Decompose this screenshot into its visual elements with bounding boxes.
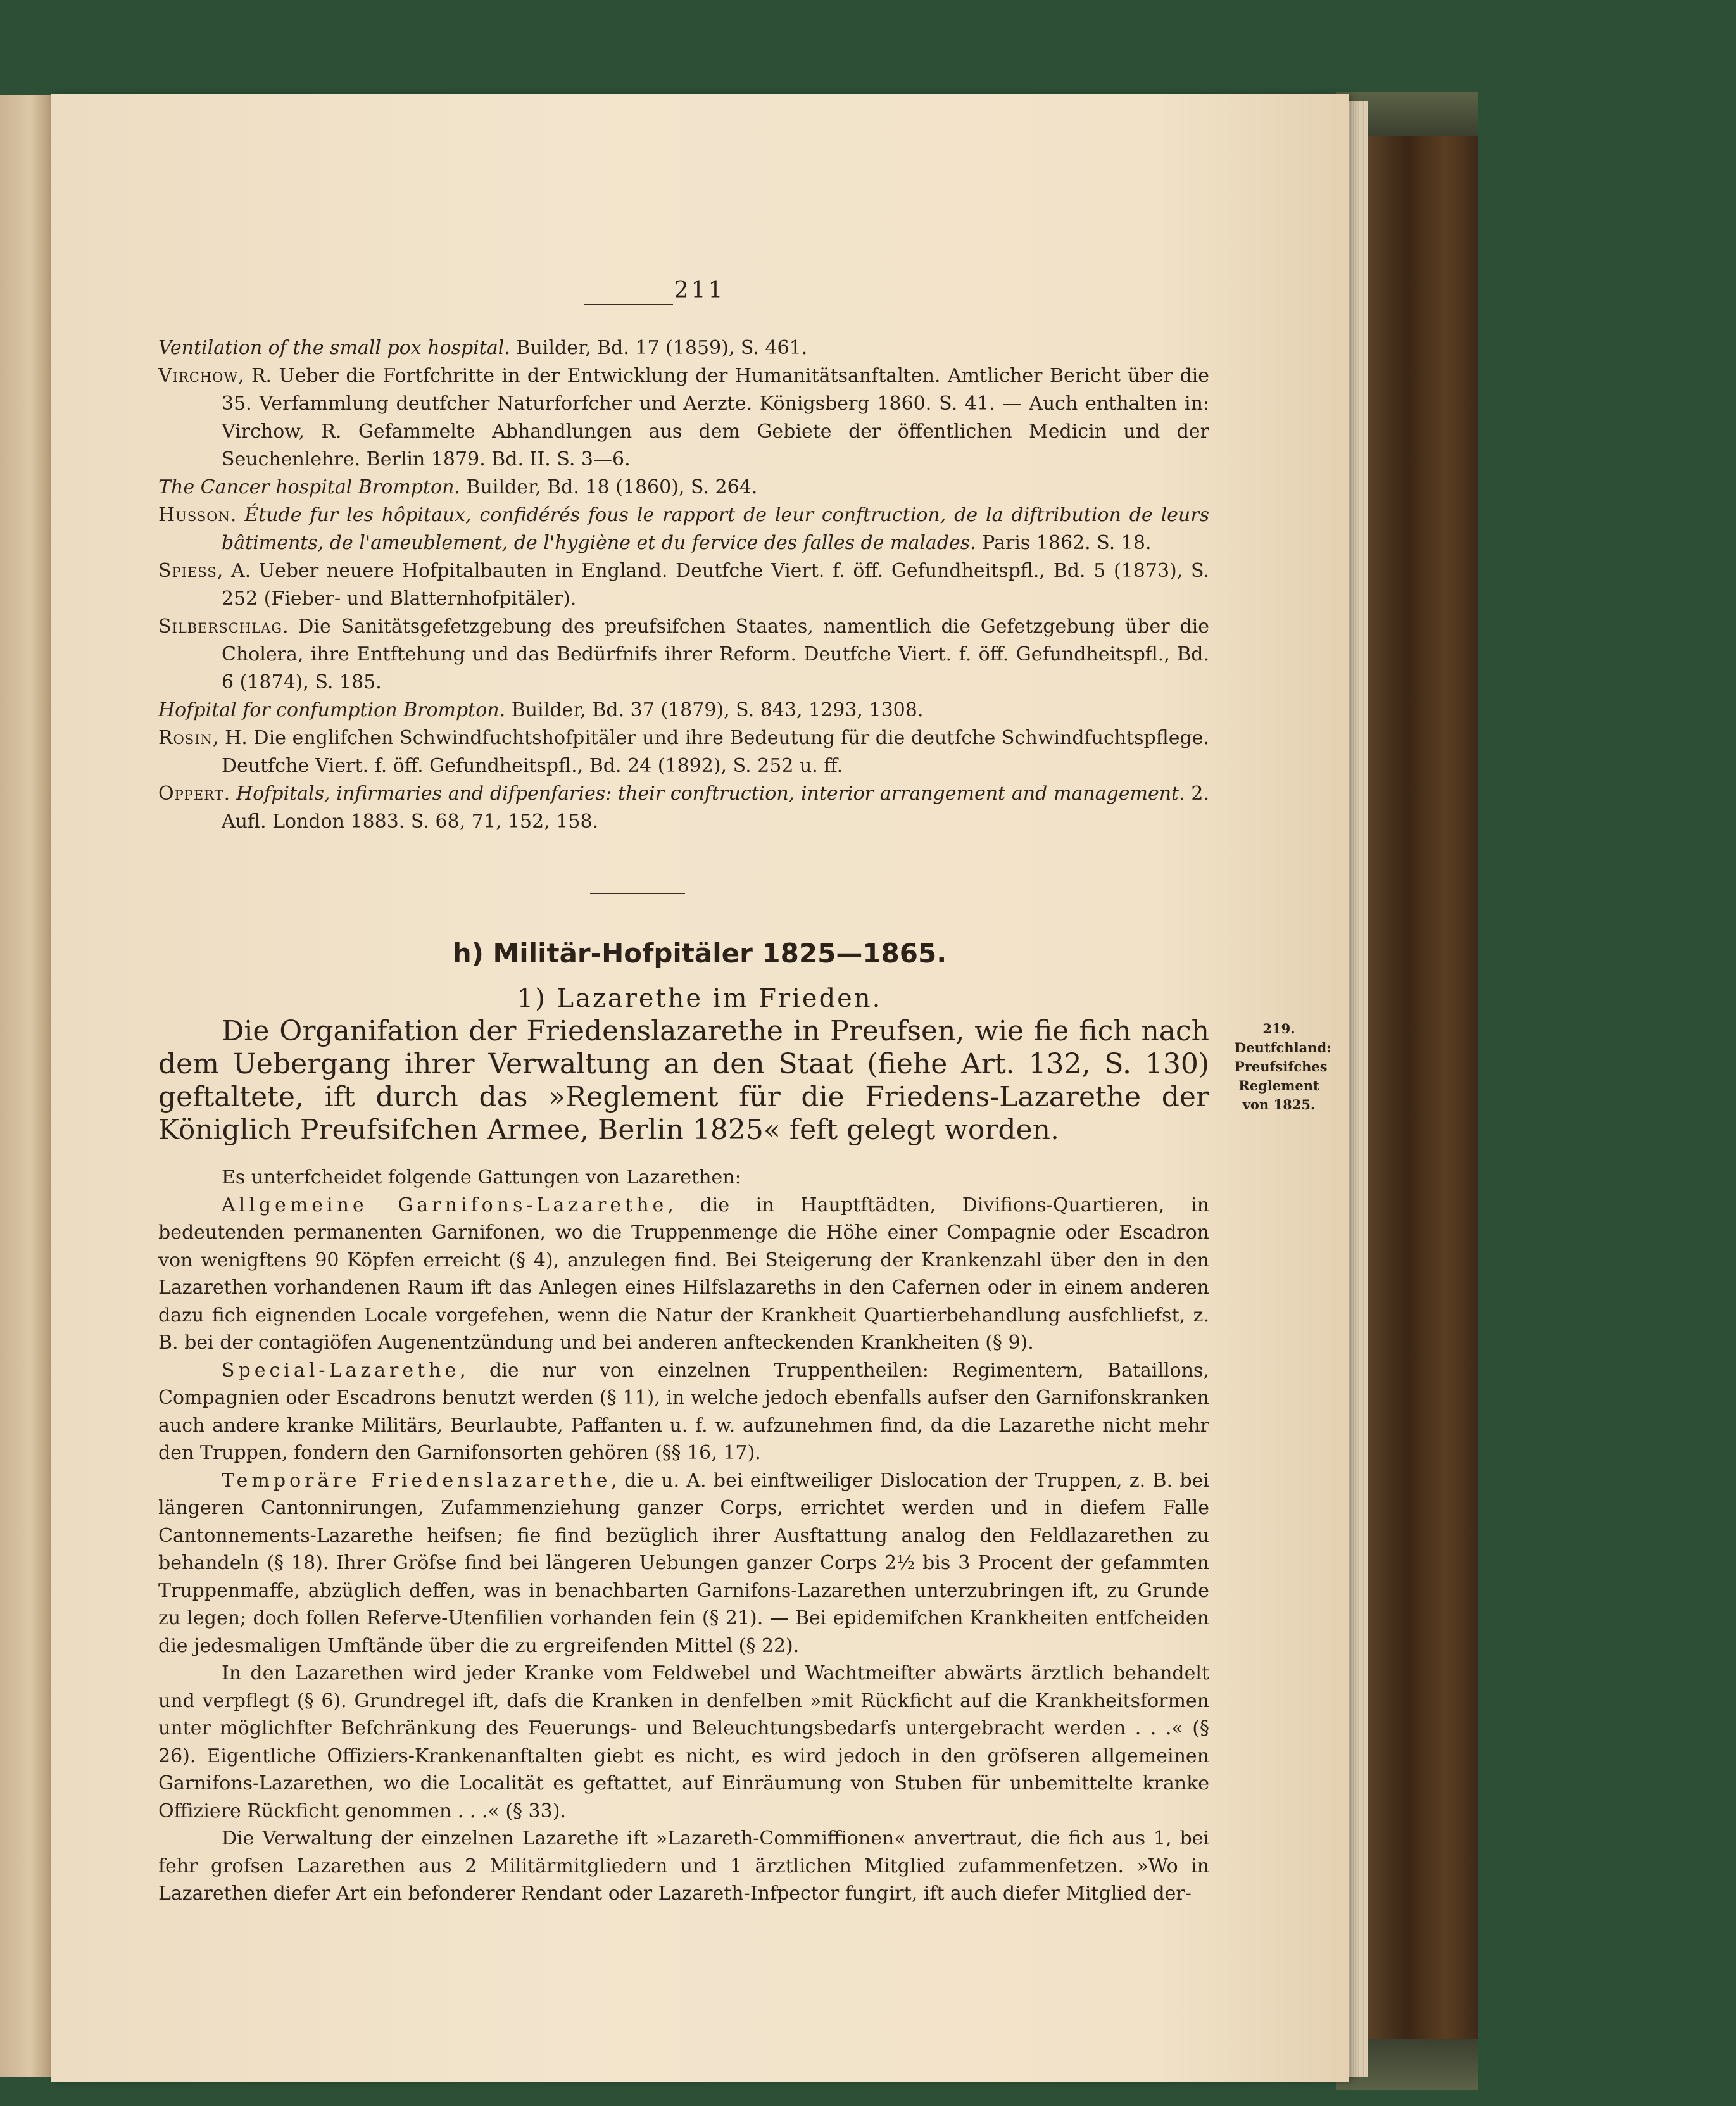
bib-details: , H. Die englifchen Schwindfuchtshofpitäler und ihre Bedeutung für die deutfche Schwindfuchtspflege. Deutfche Viert. f. öff. Gefundheitspfl., Bd. 24 (1892), S. 252 u. ff. [212, 727, 1209, 777]
section-divider [590, 893, 685, 894]
bibliography-entry: Husson. Étude fur les hôpitaux, confidérés fous le rapport de leur conftruction, de la diftribution de leurs bâtiments, de l'ameublement, de l'hygiène et du fervice des falles de malades. Paris 1862. S. 18. [158, 504, 1209, 554]
bib-details: Builder, Bd. 17 (1859), S. 461. [510, 337, 808, 359]
book-page [51, 94, 1349, 2082]
bib-details: , A. Ueber neuere Hofpitalbauten in England. Deutfche Viert. f. öff. Gefundheitspfl., Bd. 5 (1873), S. 252 (Fieber- und Blatternhofpitäler). [217, 560, 1209, 610]
body-paragraph [158, 1192, 1209, 1357]
body-paragraph [158, 1164, 1209, 1192]
bib-author: Virchow [158, 365, 238, 387]
bib-title: Étude fur les hôpitaux, confidérés fous le rapport de leur conftruction, de la diftribution de leurs bâtiments, de l'ameublement, de l'hygiène et du fervice des falles de malades. [222, 504, 1209, 554]
page-number-rule [584, 304, 673, 305]
bibliography-entry [158, 697, 1209, 724]
bib-author: Spiess [158, 560, 217, 582]
bib-title: Ventilation of the small pox hospital. [158, 337, 510, 359]
bib-details: Paris 1862. S. 18. [976, 532, 1152, 554]
paragraph-lead-term: Special-Lazarethe [222, 1359, 460, 1382]
body-paragraph [158, 1467, 1209, 1660]
bib-title: The Cancer hospital Brompton. [158, 476, 460, 498]
bibliography-entry [158, 334, 1209, 362]
marginal-note-line: Reglement [1238, 1078, 1319, 1094]
marginal-note-line: Deutfchland: [1235, 1040, 1331, 1056]
bib-author: Oppert [158, 783, 224, 805]
paragraph-text: , die u. A. bei einftweiliger Dislocation der Truppen, z. B. bei längeren Cantonnirungen, Zufammenziehung ganzer Corps, errichtet werden und in diefem Falle Cantonnements-Lazarethe heifsen; fie find bezüglich ihrer Ausftattung analog den Feldlazarethen zu behandeln (§ 18). Ihrer Gröfse find bei längeren Uebungen ganzer Corps 2½ bis 3 Procent der gefammten Truppenmaffe, abzüglich deffen, was in benachbarten Garnifons-Lazarethen unterzubringen ift, zu Grunde zu legen; doch follen Referve-Utenfilien vorhanden fein (§ 21). — Bei epidemifchen Krankheiten entfcheiden die jedesmaligen Umftände über die zu ergreifenden Mittel (§ 22). [158, 1469, 1209, 1657]
bibliography-entry [158, 474, 1209, 501]
bibliography-entry [158, 557, 1209, 613]
paragraph-text: , die nur von einzelnen Truppentheilen: Regimentern, Bataillons, Compagnien oder Escadrons benutzt werden (§ 11), in welche jedoch ebenfalls aufser den Garnifonskranken auch andere kranke Militärs, Beurlaubte, Paffanten u. f. w. aufzunehmen find, da die Lazarethe nicht mehr den Truppen, fondern den Garnifonsorten gehören (§§ 16, 17). [158, 1359, 1209, 1464]
bibliography [158, 334, 1209, 836]
bibliography-entry [158, 613, 1209, 697]
bib-author: Rosin [158, 727, 213, 749]
bibliography-entry [158, 362, 1209, 474]
marginal-note-line: von 1825. [1242, 1097, 1316, 1113]
book-cover-right [1368, 95, 1478, 2090]
bibliography-entry: Oppert. Hofpitals, infirmaries and difpenfaries: their conftruction, interior arrangement and management. 2. Aufl. London 1883. S. 68, 71, 152, 158. [158, 783, 1210, 833]
body-paragraph [158, 1825, 1209, 1908]
subsection-heading: 1) Lazarethe im Frieden. [517, 984, 883, 1013]
page-number: 211 [674, 277, 726, 303]
bibliography-entry [158, 724, 1209, 780]
bib-author: Silberschlag [158, 615, 283, 638]
intro-paragraph: Die Organifation der Friedenslazarethe in Preufsen, wie fie fich nach dem Uebergang ihrer Verwaltung an den Staat (fiehe Art. 132, S. 130) geftaltete, ift durch das »Reglement für die Friedens-Lazarethe der Königlich Preufsifchen Armee, Berlin 1825« feft gelegt worden. [158, 1015, 1209, 1146]
marginal-note-line: Preufsifches [1235, 1059, 1328, 1075]
paragraph-lead-term: Allgemeine Garnifons-Lazarethe [222, 1194, 668, 1216]
bib-title: Hofpital for confumption Brompton. [158, 699, 506, 721]
paragraph-text: Die Verwaltung der einzelnen Lazarethe ift »Lazareth-Commiffionen« anvertraut, die fich aus 1, bei fehr grofsen Lazarethen aus 2 Militärmitgliedern und 1 ärztlichen Mitglied zufammenfetzen. »Wo in Lazarethen diefer Art ein befonderer Rendant oder Lazareth-Infpector fungirt, ift auch diefer Mitglied der- [158, 1827, 1209, 1905]
left-page-edge [0, 95, 51, 2077]
bib-details: . Die Sanitätsgefetzgebung des preufsifchen Staates, namentlich die Gefetzgebung über die Cholera, ihre Entftehung und das Bedürfnifs ihrer Reform. Deutfche Viert. f. öff. Gefundheitspfl., Bd. 6 (1874), S. 185. [222, 615, 1209, 693]
marginal-note-line: 219. [1262, 1021, 1295, 1037]
paragraph-text: Es unterfcheidet folgende Gattungen von Lazarethen: [222, 1166, 741, 1189]
bib-details: Builder, Bd. 37 (1879), S. 843, 1293, 1308. [505, 699, 924, 721]
body-paragraph [158, 1660, 1209, 1825]
paragraph-lead-term: Temporäre Friedenslazarethe [222, 1469, 612, 1492]
bib-author: Husson [158, 504, 230, 526]
paragraph-text: , die in Hauptftädten, Divifions-Quartieren, in bedeutenden permanenten Garnifonen, wo die Truppenmenge die Höhe einer Compagnie oder Escadron von wenigftens 90 Köpfen erreicht (§ 4), anzulegen find. Bei Steigerung der Krankenzahl über den in den Lazarethen vorhandenen Raum ift das Anlegen eines Hilfslazareths in den Cafernen oder in einem anderen dazu fich eignenden Locale vorgefehen, wenn die Natur der Krankheit Quartierbehandlung ausfchliefst, z. B. bei der contagiöfen Augenentzündung und bei anderen anfteckenden Krankheiten (§ 9). [158, 1194, 1209, 1354]
bib-title: Hofpitals, infirmaries and difpenfaries: their conftruction, interior arrangement and management. [236, 783, 1185, 805]
paragraph-text: In den Lazarethen wird jeder Kranke vom Feldwebel und Wachtmeifter abwärts ärztlich behandelt und verpflegt (§ 6). Grundregel ift, dafs die Kranken in denfelben »mit Rückficht auf die Krankheitsformen unter möglichfter Befchränkung des Feuerungs- und Beleuchtungsbedarfs untergebracht werden . . .« (§ 26). Eigentliche Offiziers-Krankenanftalten giebt es nicht, es wird jedoch in den gröfseren allgemeinen Garnifons-Lazarethen, wo die Localität es geftattet, auf Einräumung von Stuben für unbemittelte kranke Offiziere Rückficht genommen . . .« (§ 33). [158, 1662, 1209, 1822]
body-text [158, 1164, 1209, 1908]
body-paragraph [158, 1357, 1209, 1467]
bib-details: , R. Ueber die Fortfchritte in der Entwicklung der Humanitätsanftalten. Amtlicher Bericht über die 35. Verfammlung deutfcher Naturforfcher und Aerzte. Königsberg 1860. S. 41. — Auch enthalten in: Virchow, R. Gefammelte Abhandlungen aus dem Gebiete der öffentlichen Medicin und der Seuchenlehre. Berlin 1879. Bd. II. S. 3—6. [222, 365, 1209, 470]
section-heading: h) Militär-Hofpitäler 1825—1865. [452, 938, 947, 969]
marginal-note [1235, 1019, 1331, 1114]
bib-details: 2. Aufl. London 1883. S. 68, 71, 152, 158. [222, 783, 1210, 833]
bib-details: Builder, Bd. 18 (1860), S. 264. [460, 476, 758, 498]
